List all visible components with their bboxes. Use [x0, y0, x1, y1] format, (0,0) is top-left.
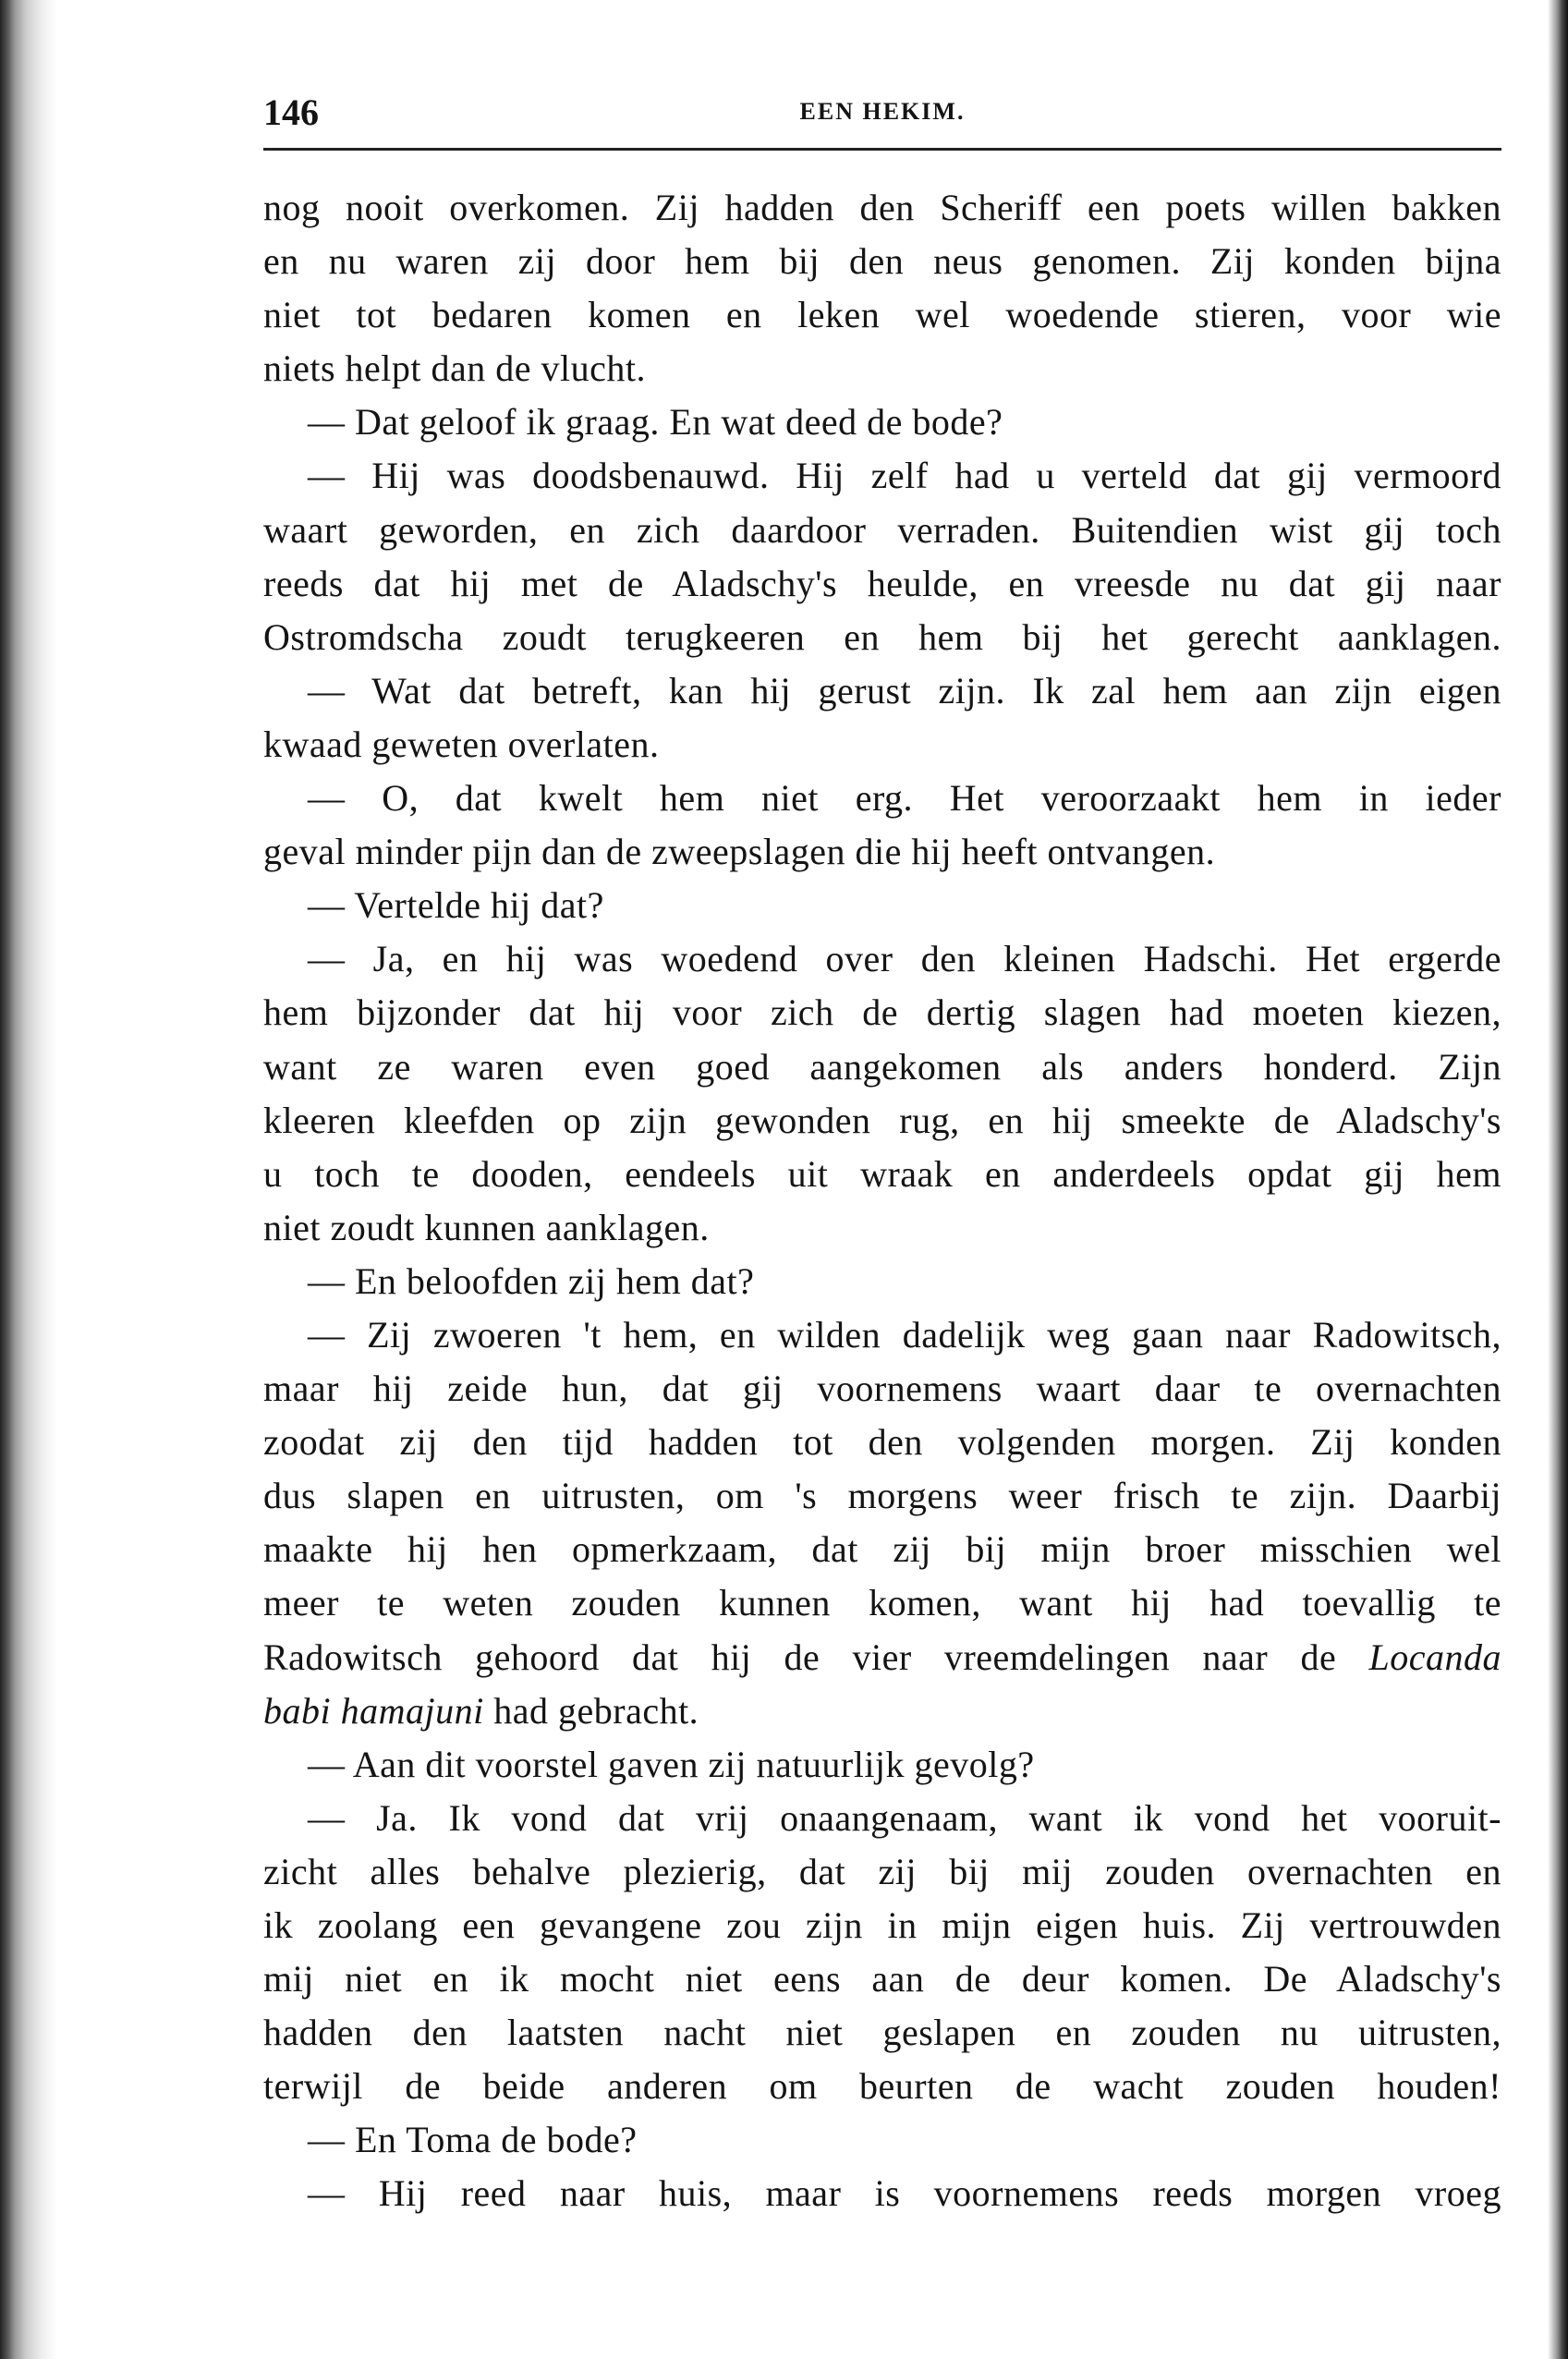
text-line	[263, 1952, 1501, 2006]
line-text: — Vertelde hij dat?	[308, 884, 604, 927]
text-line	[263, 288, 1501, 342]
line-text: zoodat zij den tijd hadden tot den volgenden morgen. Zij konden	[263, 1421, 1501, 1464]
line-text: — Zij zwoeren 't hem, en wilden dadelijk weg gaan naar Radowitsch,	[308, 1313, 1501, 1356]
text-line	[263, 1738, 1501, 1792]
line-text: Radowitsch gehoord dat hij de vier vreemdelingen naar de	[263, 1635, 1369, 1678]
text-line	[263, 1631, 1501, 1684]
text-line	[263, 1201, 1501, 1255]
line-text: hem bijzonder dat hij voor zich de dertig slagen had moeten kiezen,	[263, 991, 1501, 1034]
text-line	[263, 1576, 1501, 1630]
line-text: had gebracht.	[483, 1689, 699, 1732]
line-text: terwijl de beide anderen om beurten de wacht zouden houden!	[263, 2065, 1501, 2108]
line-text: nog nooit overkomen. Zij hadden den Scheriff een poets willen bakken	[263, 187, 1501, 228]
line-text: — Hij reed naar huis, maar is voornemens reeds morgen vroeg	[308, 2172, 1501, 2215]
text-line	[263, 825, 1501, 879]
line-text: zicht alles behalve plezierig, dat zij bij mij zouden overnachten en	[263, 1850, 1501, 1892]
text-line	[263, 1255, 1501, 1308]
text-line	[263, 395, 1501, 449]
running-title: EEN HEKIM.	[799, 98, 966, 125]
line-text: niet tot bedaren komen en leken wel woedende stieren, voor wie	[263, 294, 1501, 336]
line-text: — Ja. Ik vond dat vrij onaangenaam, want ik vond het vooruit-	[308, 1796, 1501, 1839]
line-text: dus slapen en uitrusten, om 's morgens weer frisch te zijn. Daarbij	[263, 1475, 1501, 1517]
scan-edge-left	[0, 0, 57, 2359]
line-text: u toch te dooden, eendeels uit wraak en anderdeels opdat gij hem	[263, 1152, 1501, 1195]
italic-text: Locanda	[1368, 1635, 1501, 1678]
text-line	[263, 2006, 1501, 2060]
line-text: — En beloofden zij hem dat?	[308, 1259, 755, 1302]
text-line	[263, 1684, 1501, 1738]
line-text: hadden den laatsten nacht niet geslapen en zouden nu uitrusten,	[263, 2012, 1501, 2054]
line-text: meer te weten zouden kunnen komen, want hij had toevallig te	[263, 1582, 1501, 1624]
line-text: reeds dat hij met de Aladschy's heulde, en vreesde nu dat gij naar	[263, 562, 1501, 604]
line-text: — O, dat kwelt hem niet erg. Het veroorzaakt hem in ieder	[308, 777, 1501, 820]
text-line	[263, 718, 1501, 772]
text-line	[263, 879, 1501, 932]
text-line	[263, 2113, 1501, 2167]
text-line	[263, 235, 1501, 288]
line-text: Ostromdscha zoudt terugkeeren en hem bij het gerecht aanklagen.	[263, 615, 1501, 658]
line-text: kleeren kleefden op zijn gewonden rug, en hij smeekte de Aladschy's	[263, 1099, 1501, 1141]
line-text: — Wat dat betreft, kan hij gerust zijn. Ik zal hem aan zijn eigen	[308, 669, 1501, 711]
text-line	[263, 2060, 1501, 2113]
line-text: en nu waren zij door hem bij den neus genomen. Zij konden bijna	[263, 240, 1501, 283]
line-text: — En Toma de bode?	[308, 2119, 638, 2161]
line-text: — Aan dit voorstel gaven zij natuurlijk gevolg?	[308, 1743, 1035, 1785]
line-text: — Ja, en hij was woedend over den kleinen Hadschi. Het ergerde	[308, 938, 1501, 980]
text-line	[263, 1416, 1501, 1469]
line-text: ik zoolang een gevangene zou zijn in mijn eigen huis. Zij vertrouwden	[263, 1904, 1501, 1946]
text-line	[263, 1792, 1501, 1845]
line-text: maar hij zeide hun, dat gij voornemens waart daar te overnachten	[263, 1368, 1501, 1410]
text-line	[263, 449, 1501, 503]
page-body-text	[263, 181, 1501, 2221]
line-text: waart geworden, en zich daardoor verraden. Buitendien wist gij toch	[263, 508, 1501, 551]
page-number: 146	[263, 91, 319, 133]
text-line	[263, 2167, 1501, 2220]
text-line	[263, 557, 1501, 611]
text-line	[263, 1094, 1501, 1148]
scan-edge-right	[1548, 0, 1568, 2359]
line-text: want ze waren even goed aangekomen als anders honderd. Zijn	[263, 1045, 1501, 1088]
text-line	[263, 504, 1501, 557]
text-line	[263, 1308, 1501, 1362]
italic-text: babi hamajuni	[263, 1689, 484, 1732]
text-line	[263, 611, 1501, 664]
line-text: maakte hij hen opmerkzaam, dat zij bij mijn broer misschien wel	[263, 1528, 1501, 1571]
line-text: — Dat geloof ik graag. En wat deed de bode?	[308, 401, 1003, 444]
line-text: kwaad geweten overlaten.	[263, 723, 660, 765]
line-text: mij niet en ik mocht niet eens aan de deur komen. De Aladschy's	[263, 1958, 1501, 2000]
header-rule	[263, 148, 1501, 151]
text-line	[263, 986, 1501, 1040]
text-line	[263, 181, 1501, 235]
text-line	[263, 1899, 1501, 1952]
text-line	[263, 1469, 1501, 1523]
text-line	[263, 772, 1501, 825]
line-text: geval minder pijn dan de zweepslagen die hij heeft ontvangen.	[263, 831, 1216, 873]
line-text: niets helpt dan de vlucht.	[263, 347, 647, 390]
text-line	[263, 1845, 1501, 1899]
text-line	[263, 1040, 1501, 1094]
text-line	[263, 1148, 1501, 1201]
line-text: niet zoudt kunnen aanklagen.	[263, 1206, 710, 1248]
text-line	[263, 664, 1501, 718]
line-text: — Hij was doodsbenauwd. Hij zelf had u verteld dat gij vermoord	[308, 455, 1501, 497]
text-line	[263, 932, 1501, 986]
text-line	[263, 342, 1501, 395]
text-line	[263, 1523, 1501, 1576]
text-line	[263, 1362, 1501, 1416]
page-header	[263, 91, 1501, 137]
